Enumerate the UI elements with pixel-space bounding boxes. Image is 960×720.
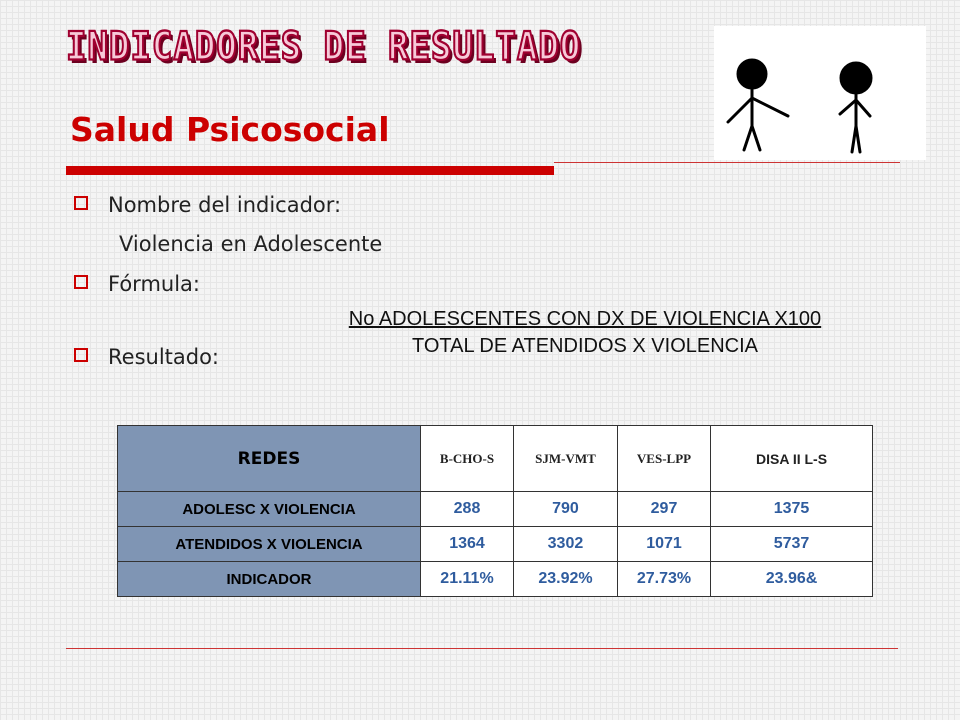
table-cell: 23.96& — [711, 562, 873, 597]
bullet-square-icon — [74, 348, 88, 362]
table-cell: 1364 — [421, 527, 514, 562]
column-header: VES-LPP — [617, 426, 710, 492]
table-cell: 790 — [513, 492, 617, 527]
formula-fraction — [310, 306, 860, 360]
row-label: INDICADOR — [118, 562, 421, 597]
table-cell: 3302 — [513, 527, 617, 562]
row-label: ADOLESC X VIOLENCIA — [118, 492, 421, 527]
table-header-row — [118, 426, 873, 492]
table-cell: 5737 — [711, 527, 873, 562]
bullet-resultado — [74, 345, 219, 369]
table-cell: 21.11% — [421, 562, 514, 597]
page-title: Salud Psicosocial — [70, 110, 390, 149]
table-row — [118, 492, 873, 527]
formula-label: Fórmula: — [108, 272, 200, 296]
stick-figures-illustration — [714, 26, 926, 160]
table-corner-header: REDES — [118, 426, 421, 492]
header-rule-right — [554, 162, 900, 163]
table-cell: 288 — [421, 492, 514, 527]
column-header: SJM-VMT — [513, 426, 617, 492]
stick-figures-icon — [714, 26, 926, 160]
formula-denominator: TOTAL DE ATENDIDOS X VIOLENCIA — [411, 335, 758, 357]
banner-title: INDICADORES DE RESULTADO — [66, 24, 582, 70]
nombre-label: Nombre del indicador: — [108, 193, 342, 217]
footer-rule — [66, 648, 898, 649]
table-row — [118, 527, 873, 562]
table-cell: 27.73% — [617, 562, 710, 597]
results-table — [117, 425, 873, 597]
column-header: B-CHO-S — [421, 426, 514, 492]
title-accent-bar — [66, 166, 554, 175]
nombre-value: Violencia en Adolescente — [119, 232, 383, 256]
table-cell: 297 — [617, 492, 710, 527]
column-header: DISA II L-S — [711, 426, 873, 492]
bullet-nombre — [74, 193, 341, 217]
resultado-label: Resultado: — [108, 345, 220, 369]
table-cell: 23.92% — [513, 562, 617, 597]
table-cell: 1375 — [711, 492, 873, 527]
table-row — [118, 562, 873, 597]
table-cell: 1071 — [617, 527, 710, 562]
bullet-square-icon — [74, 275, 88, 289]
bullet-square-icon — [74, 196, 88, 210]
row-label: ATENDIDOS X VIOLENCIA — [118, 527, 421, 562]
bullet-formula — [74, 272, 200, 296]
formula-numerator: No ADOLESCENTES CON DX DE VIOLENCIA X100 — [348, 308, 822, 330]
